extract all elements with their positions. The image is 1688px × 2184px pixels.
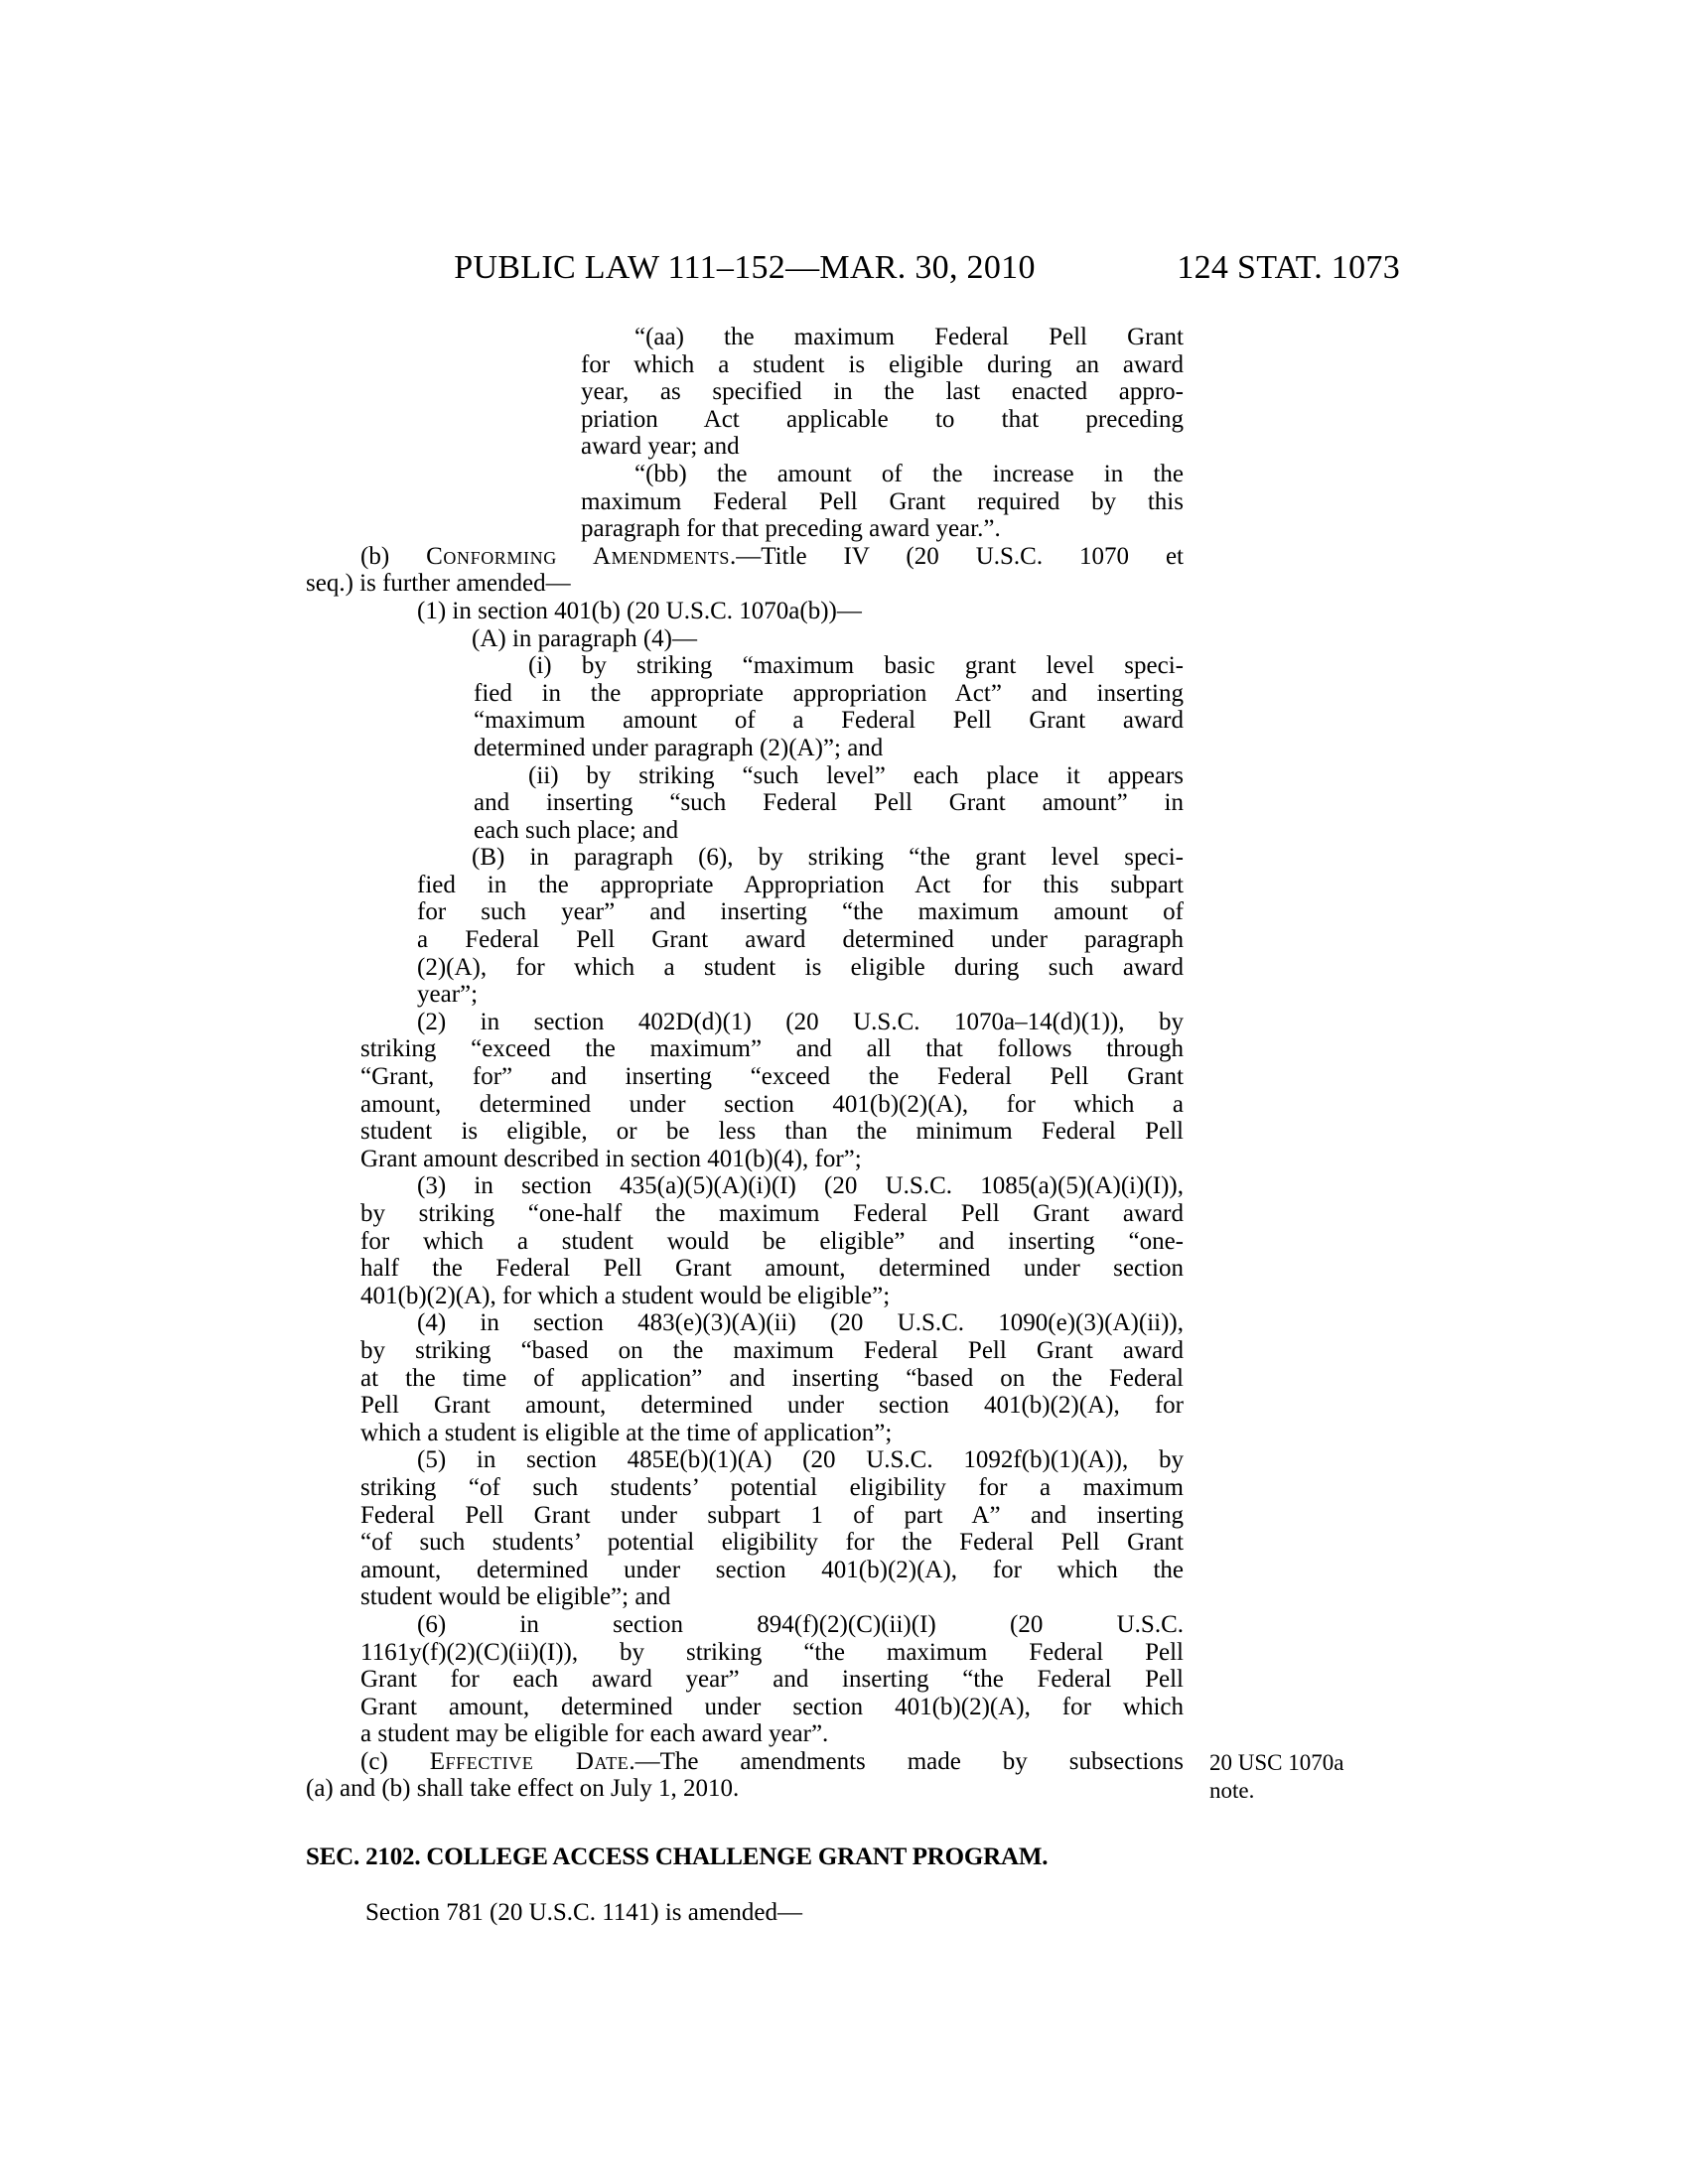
text-line: “Grant, for” and inserting “exceed the Federal Pell Grant: [360, 1063, 1184, 1091]
text-line: by striking “one-half the maximum Federal Pell Grant award: [360, 1200, 1184, 1227]
paragraph-clause-ii: [306, 762, 1184, 845]
text-line: 401(b)(2)(A), for which a student would be eligible”;: [360, 1282, 891, 1309]
paragraph-clause-bb: [306, 461, 1184, 543]
text-line: half the Federal Pell Grant amount, determined under section: [360, 1255, 1184, 1283]
paragraph-subparagraph-A: [306, 625, 1184, 653]
text-line: amount, determined under section 401(b)(2)(A), for which the: [360, 1556, 1184, 1583]
paragraph-paragraph-3: [306, 1172, 1184, 1309]
text-line: maximum Federal Pell Grant required by this: [581, 487, 1184, 515]
small-caps-text: Effective Date: [429, 1747, 630, 1775]
text-line: student is eligible, or be less than the minimum Federal Pell: [360, 1118, 1184, 1146]
text-line: fied in the appropriate appropriation Act” and inserting: [474, 679, 1184, 707]
small-caps-text: Conforming Amendments: [426, 542, 731, 570]
text-line: 1161y(f)(2)(C)(ii)(I)), by striking “the maximum Federal Pell: [360, 1638, 1184, 1666]
text-line: Grant amount, determined under section 401(b)(2)(A), for which: [360, 1693, 1184, 1720]
paragraph-clause-aa: [306, 324, 1184, 461]
paragraph-paragraph-2: [306, 1009, 1184, 1173]
margin-note: [1209, 1749, 1398, 1805]
text-segment: (b): [360, 542, 427, 570]
text-line: (1) in section 401(b) (20 U.S.C. 1070a(b))—: [417, 597, 862, 624]
text-line: (5) in section 485E(b)(1)(A) (20 U.S.C. 1092f(b)(1)(A)), by: [417, 1446, 1184, 1474]
paragraph-paragraph-4: [306, 1309, 1184, 1446]
text-line: which a student is eligible at the time of application”;: [360, 1419, 893, 1446]
margin-note-line: note.: [1209, 1778, 1255, 1803]
text-segment: (c): [360, 1747, 430, 1775]
text-line: a student may be eligible for each award year”.: [360, 1720, 829, 1748]
text-line: [306, 1748, 1184, 1776]
text-segment: .—Title IV (20 U.S.C. 1070 et: [730, 542, 1185, 570]
margin-note-line: 20 USC 1070a: [1209, 1750, 1344, 1775]
text-line: determined under paragraph (2)(A)”; and: [474, 734, 884, 761]
text-line: Pell Grant amount, determined under section 401(b)(2)(A), for: [360, 1392, 1184, 1420]
text-line: (3) in section 435(a)(5)(A)(i)(I) (20 U.S.C. 1085(a)(5)(A)(i)(I)),: [417, 1172, 1184, 1200]
text-line: year”;: [417, 981, 479, 1009]
text-line: for which a student would be eligible” and inserting “one-: [360, 1227, 1184, 1255]
body-text: [306, 324, 1184, 1803]
paragraph-subparagraph-B: [306, 844, 1184, 1009]
paragraph-subsection-c: [306, 1748, 1184, 1803]
text-line: a Federal Pell Grant award determined under paragraph: [417, 926, 1184, 954]
text-line: by striking “based on the maximum Federal Pell Grant award: [360, 1336, 1184, 1364]
text-line: fied in the appropriate Appropriation Act for this subpart: [417, 871, 1184, 898]
text-line: (6) in section 894(f)(2)(C)(ii)(I) (20 U.S.C.: [417, 1610, 1184, 1638]
text-line: “of such students’ potential eligibility for the Federal Pell Grant: [360, 1529, 1184, 1557]
text-line: at the time of application” and inserting “based on the Federal: [360, 1364, 1184, 1392]
body-column: [306, 324, 1184, 1927]
paragraph-paragraph-5: [306, 1446, 1184, 1611]
text-line: (4) in section 483(e)(3)(A)(ii) (20 U.S.C. 1090(e)(3)(A)(ii)),: [417, 1309, 1184, 1337]
text-line: (B) in paragraph (6), by striking “the grant level speci-: [472, 844, 1184, 872]
text-line: (2)(A), for which a student is eligible during such award: [417, 953, 1184, 981]
section-heading: SEC. 2102. COLLEGE ACCESS CHALLENGE GRANT PROGRAM.: [306, 1843, 1049, 1871]
text-line: year, as specified in the last enacted appro-: [581, 378, 1184, 406]
paragraph-paragraph-1: [306, 598, 1184, 625]
text-line: award year; and: [581, 433, 740, 461]
text-line: “maximum amount of a Federal Pell Grant award: [474, 707, 1184, 735]
text-line: each such place; and: [474, 816, 679, 844]
text-line: (i) by striking “maximum basic grant level speci-: [528, 652, 1184, 680]
running-header-stat-page-number: 124 STAT. 1073: [1177, 249, 1400, 286]
running-header-law-title: PUBLIC LAW 111–152—MAR. 30, 2010: [454, 249, 1036, 286]
text-line: (a) and (b) shall take effect on July 1, 2010.: [306, 1775, 740, 1803]
text-line: (2) in section 402D(d)(1) (20 U.S.C. 1070a–14(d)(1)), by: [417, 1008, 1184, 1035]
text-line: [306, 543, 1184, 571]
text-line: paragraph for that preceding award year.”.: [581, 515, 1001, 543]
text-line: student would be eligible”; and: [360, 1583, 671, 1611]
paragraph-paragraph-6: [306, 1611, 1184, 1748]
text-line: “(bb) the amount of the increase in the: [634, 460, 1184, 487]
text-line: priation Act applicable to that preceding: [581, 405, 1184, 433]
text-line: “(aa) the maximum Federal Pell Grant: [634, 324, 1184, 350]
text-line: striking “of such students’ potential eligibility for a maximum: [360, 1473, 1184, 1501]
paragraph-subsection-b: [306, 543, 1184, 598]
text-line: Grant for each award year” and inserting “the Federal Pell: [360, 1666, 1184, 1694]
text-line: striking “exceed the maximum” and all that follows through: [360, 1035, 1184, 1063]
text-line: for such year” and inserting “the maximum amount of: [417, 898, 1184, 926]
text-line: (A) in paragraph (4)—: [472, 624, 697, 652]
text-line: Grant amount described in section 401(b)(4), for”;: [360, 1145, 862, 1172]
text-line: (ii) by striking “such level” each place it appears: [528, 761, 1184, 789]
text-line: and inserting “such Federal Pell Grant amount” in: [474, 789, 1184, 817]
section-intro: Section 781 (20 U.S.C. 1141) is amended—: [365, 1899, 803, 1927]
paragraph-clause-i: [306, 652, 1184, 761]
text-line: for which a student is eligible during an award: [581, 350, 1184, 378]
text-segment: .—The amendments made by subsections: [629, 1747, 1184, 1775]
text-line: seq.) is further amended—: [306, 570, 571, 598]
text-line: amount, determined under section 401(b)(2)(A), for which a: [360, 1090, 1184, 1118]
text-line: Federal Pell Grant under subpart 1 of part A” and inserting: [360, 1501, 1184, 1529]
